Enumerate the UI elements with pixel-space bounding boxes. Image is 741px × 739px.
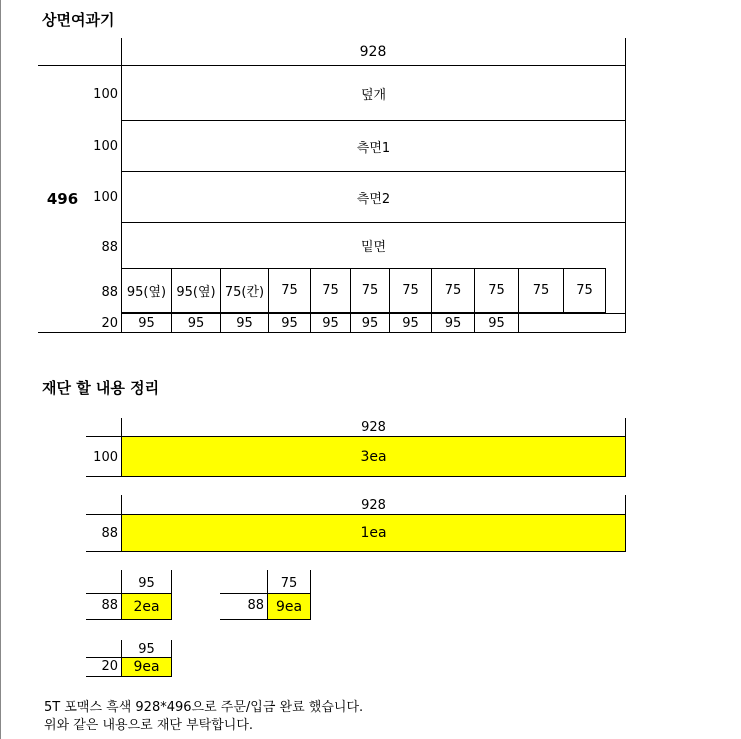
partition-cell: 75 xyxy=(518,268,564,313)
note-line-2: 위와 같은 내용으로 재단 부탁합니다. xyxy=(44,718,254,733)
row-size: 20 xyxy=(101,316,118,331)
strip-cell: 95 xyxy=(310,313,351,333)
bar-width: 928 xyxy=(361,497,386,513)
strip-cell: 95 xyxy=(350,313,390,333)
strip-cell: 95 xyxy=(171,313,221,333)
strip-cell: 95 xyxy=(121,313,172,333)
partition-cell: 95(옆) xyxy=(171,268,221,313)
dim-tick xyxy=(86,436,122,437)
piece-qty: 9ea xyxy=(121,657,172,677)
row-size: 88 xyxy=(101,285,118,300)
dim-tick xyxy=(86,551,122,552)
strip-cell: 95 xyxy=(431,313,475,333)
dim-tick xyxy=(86,514,122,515)
piece-width: 75 xyxy=(280,575,298,591)
row-label-side1: 측면1 xyxy=(356,140,391,156)
piece-height: 88 xyxy=(101,598,118,613)
bar-qty: 1ea xyxy=(121,514,626,552)
piece-width: 95 xyxy=(138,575,155,591)
row-size: 88 xyxy=(101,240,118,255)
dim-tick xyxy=(86,476,122,477)
piece-height: 20 xyxy=(101,659,118,674)
section2-title: 재단 할 내용 정리 xyxy=(42,379,160,397)
section1-title: 상면여과기 xyxy=(42,11,115,29)
piece-height: 88 xyxy=(247,598,264,613)
partition-cell: 75 xyxy=(268,268,311,313)
bar-width: 928 xyxy=(361,420,386,435)
dim-tick xyxy=(86,593,122,594)
row-size: 100 xyxy=(93,139,118,154)
bar-height: 100 xyxy=(93,450,118,465)
row-label-lid: 덮개 xyxy=(360,87,387,103)
total-height-label: 496 xyxy=(46,190,79,208)
bar-height: 88 xyxy=(101,526,118,541)
partition-cell: 75 xyxy=(389,268,432,313)
partition-cell: 95(옆) xyxy=(121,268,172,313)
row-label-bottom: 밑면 xyxy=(360,240,387,255)
dim-tick xyxy=(220,593,268,594)
bar-qty: 3ea xyxy=(121,436,626,477)
dim-tick xyxy=(86,676,122,677)
partition-cell: 75 xyxy=(563,268,606,313)
piece-qty: 9ea xyxy=(267,593,311,620)
page-left-border xyxy=(0,0,1,739)
partition-cell: 75 xyxy=(310,268,351,313)
total-width-label: 928 xyxy=(359,44,387,60)
row-size: 100 xyxy=(93,190,118,205)
row-size: 100 xyxy=(93,87,118,102)
piece-qty: 2ea xyxy=(121,593,172,620)
strip-cell: 95 xyxy=(474,313,519,333)
strip-cell: 95 xyxy=(389,313,432,333)
partition-cell: 75 xyxy=(350,268,390,313)
partition-cell: 75 xyxy=(431,268,475,313)
partition-cell: 75(칸) xyxy=(220,268,269,313)
table-right-line xyxy=(625,38,626,333)
dim-tick xyxy=(86,619,122,620)
note-line-1: 5T 포맥스 흑색 928*496으로 주문/입금 완료 했습니다. xyxy=(44,700,364,715)
row-label-side2: 측면2 xyxy=(356,191,391,207)
strip-cell: 95 xyxy=(268,313,311,333)
strip-cell: 95 xyxy=(220,313,269,333)
piece-width: 95 xyxy=(138,642,155,657)
partition-cell: 75 xyxy=(474,268,519,313)
dim-tick xyxy=(220,619,268,620)
dim-tick xyxy=(86,657,122,658)
